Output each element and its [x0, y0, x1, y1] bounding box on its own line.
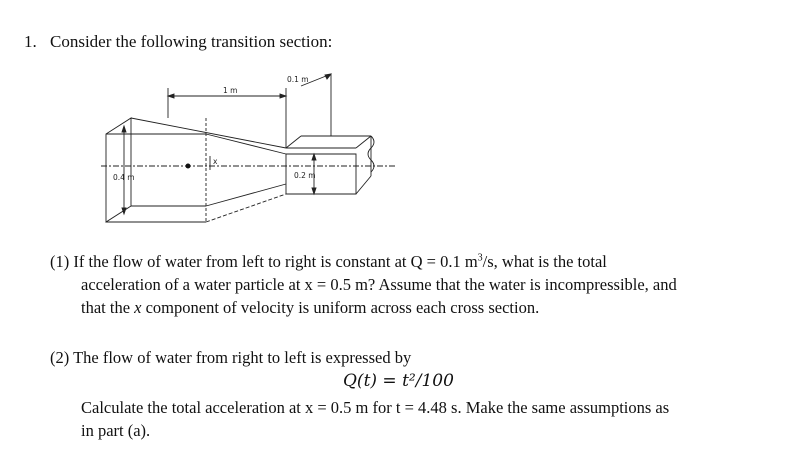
part1-line3: that the x component of velocity is uniform across each cross section. — [81, 298, 540, 317]
label-width-top: 0.1 m — [287, 75, 309, 84]
label-length: 1 m — [223, 86, 238, 95]
top-taper-edge — [131, 118, 286, 148]
part-1 — [50, 250, 677, 319]
question-heading — [24, 32, 332, 52]
question-prompt: Consider the following transition section: — [50, 32, 333, 51]
part-2 — [50, 346, 411, 369]
part2-line1: (2) The flow of water from right to left is expressed by — [50, 348, 412, 367]
label-x-axis: x — [213, 157, 218, 166]
particle-point — [186, 164, 191, 169]
transition-diagram — [96, 66, 412, 232]
part2-line3: in part (a). — [81, 421, 151, 440]
part-2-body — [50, 396, 669, 442]
label-left-height: 0.4 m — [113, 173, 135, 182]
part2-line2: Calculate the total acceleration at x = 0.5 m for t = 4.48 s. Make the same assumptions as — [81, 398, 670, 417]
label-right-height: 0.2 m — [294, 171, 316, 180]
question-number: 1. — [24, 32, 37, 51]
part1-line2: acceleration of a water particle at x = 0.5 m? Assume that the water is incompressible, and — [81, 275, 677, 294]
flow-formula: Q(t) = t²/100 — [343, 371, 454, 391]
transition-section-figure — [96, 66, 412, 232]
bottom-taper-edge — [206, 184, 286, 206]
part1-line1: (1) If the flow of water from left to right is constant at Q = 0.1 $m^3/s$, what is the total — [50, 252, 607, 271]
